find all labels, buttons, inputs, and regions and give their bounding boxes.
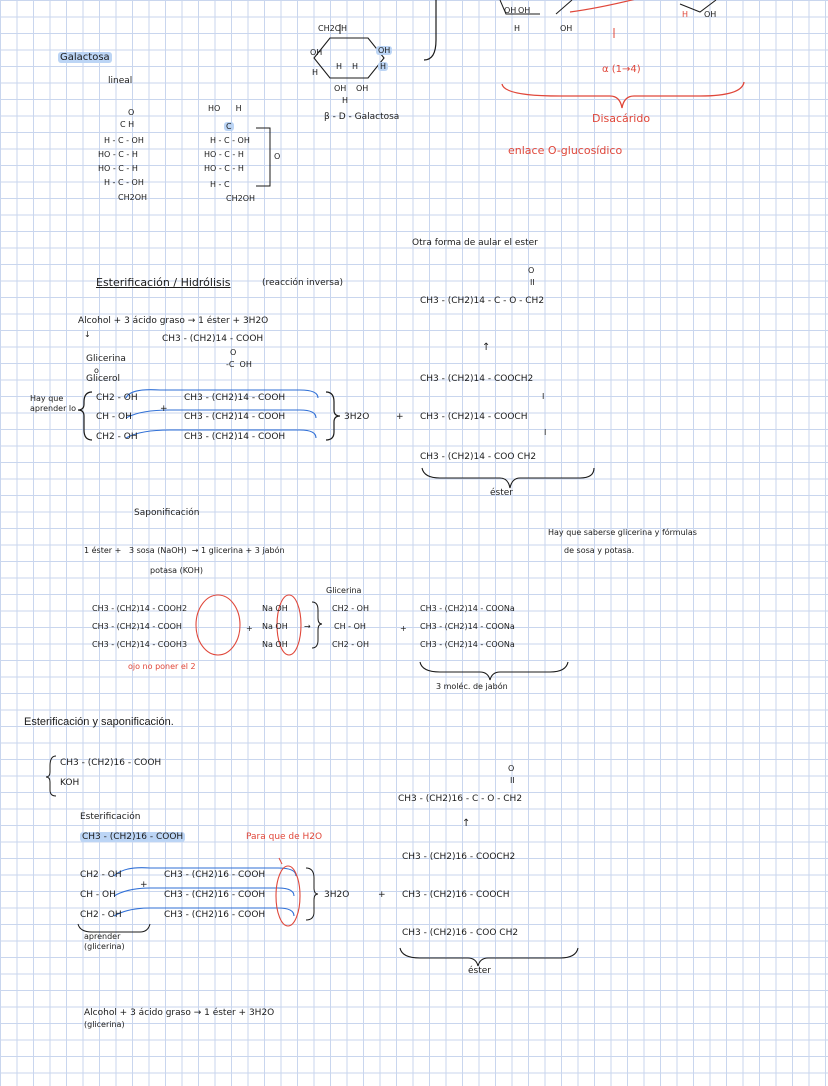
water-product: 3H2O xyxy=(324,890,350,900)
disaccharide-title: Disacárido xyxy=(592,112,651,125)
ring-label: H xyxy=(352,62,359,71)
warning-note: ojo no poner el 2 xyxy=(128,662,196,671)
ring-label: OH xyxy=(310,48,323,57)
ring-label: OH xyxy=(518,6,531,15)
ring-O: O xyxy=(274,152,281,161)
ring-label: H xyxy=(312,68,319,77)
fatty-acid: CH3 - (CH2)14 - COOH xyxy=(162,334,264,344)
carboxyl: -C OH xyxy=(226,360,252,369)
esterif-equation: Alcohol + 3 ácido graso → 1 éster + 3H2O xyxy=(78,316,269,326)
ring-label: H xyxy=(336,62,343,71)
reactant: KOH xyxy=(60,778,80,788)
up-arrow: ↑ xyxy=(482,342,491,353)
acid-row: CH3 - (CH2)16 - COOH xyxy=(164,870,266,880)
red-circle xyxy=(196,595,240,655)
ring-label: OH xyxy=(560,24,573,33)
soap-row: CH3 - (CH2)14 - COONa xyxy=(420,622,515,631)
potasa-label: potasa (KOH) xyxy=(150,566,203,575)
right-brace xyxy=(326,392,340,440)
red-circle xyxy=(276,866,300,926)
ring-fragment xyxy=(556,0,572,14)
formula-line: C H xyxy=(120,120,135,129)
ester-brace-label: éster xyxy=(468,966,491,976)
ester-brace xyxy=(422,468,594,488)
ring-label: H xyxy=(514,24,521,33)
saponif-title: Saponificación xyxy=(134,508,200,518)
bracket-line xyxy=(424,0,436,60)
formula-line: CH2OH xyxy=(226,194,256,203)
reaction-arrow: → xyxy=(304,622,311,631)
galactose-title: Galactosa xyxy=(60,52,110,63)
ester-tick: I xyxy=(542,392,545,401)
ring-label: OH xyxy=(356,84,369,93)
bond-name: enlace O-glucosídico xyxy=(508,144,623,157)
glycerol-row: CH - OH xyxy=(80,890,116,900)
ring-label: OH xyxy=(378,46,391,55)
formula-line: H - C - OH xyxy=(210,136,250,145)
ring-label: OH xyxy=(504,6,517,15)
ester-row: CH3 - (CH2)16 - COO CH2 xyxy=(402,928,519,938)
left-brace xyxy=(78,392,92,440)
ester-row: CH3 - (CH2)16 - COOCH2 xyxy=(402,852,516,862)
up-arrow: ↑ xyxy=(462,818,471,829)
water-product: 3H2O xyxy=(344,412,370,422)
sap-brace xyxy=(312,602,322,648)
learn-note: Hay que aprender lo xyxy=(30,394,77,413)
formula-line: O xyxy=(128,108,135,117)
glicerol-o: o xyxy=(94,366,99,375)
soap-row: CH3 - (CH2)14 - COONa xyxy=(420,604,515,613)
sap-ester-row: CH3 - (CH2)14 - COOH3 xyxy=(92,640,188,649)
formula-line: CH2OH xyxy=(118,193,148,202)
saponif-note: Hay que saberse glicerina y fórmulas xyxy=(548,528,697,537)
plus-sign: + xyxy=(246,624,253,633)
plus-sign: + xyxy=(378,890,386,900)
sap-glyc-row: CH - OH xyxy=(334,622,366,631)
formula-line: HO - C - H xyxy=(204,164,244,173)
glycerol-row: CH - OH xyxy=(96,412,132,422)
plus-sign: + xyxy=(160,404,168,414)
ester-row: CH3 - (CH2)14 - COOCH2 xyxy=(420,374,534,384)
ring-label: OH xyxy=(334,84,347,93)
ring-closure-line xyxy=(256,128,270,186)
sap-glyc-row: CH2 - OH xyxy=(332,640,369,649)
acid-highlight: CH3 - (CH2)16 - COOH xyxy=(82,832,184,842)
sap-glyc-row: CH2 - OH xyxy=(332,604,369,613)
ring-label: OH xyxy=(704,10,717,19)
ester-brace-label: éster xyxy=(490,488,513,498)
formula-line: H - C - OH xyxy=(104,136,144,145)
glicerina-paren: (glicerina) xyxy=(84,1020,125,1029)
ester-row: CH3 - (CH2)14 - COO CH2 xyxy=(420,452,537,462)
right-brace-2 xyxy=(306,868,318,920)
formula-line: HO - C - H xyxy=(204,150,244,159)
plus-sign: + xyxy=(140,880,148,890)
section-title: Esterificación y saponificación. xyxy=(24,716,174,728)
naoh-row: Na OH xyxy=(262,622,288,631)
final-equation: Alcohol + 3 ácido graso → 1 éster + 3H2O xyxy=(84,1008,275,1018)
red-arrow xyxy=(279,858,282,864)
sap-ester-row: CH3 - (CH2)14 - COOH xyxy=(92,622,182,631)
glycerol-row: CH2 - OH xyxy=(96,432,138,442)
reactant-brace xyxy=(46,756,56,796)
dbl-bond: II xyxy=(510,776,515,785)
ring-label: CH2OH xyxy=(318,24,348,33)
o-label: O xyxy=(528,266,535,275)
ester-formula: CH3 - (CH2)16 - C - O - CH2 xyxy=(398,794,523,804)
acid-row: CH3 - (CH2)16 - COOH xyxy=(164,910,266,920)
glicerina-label: Glicerina xyxy=(326,586,362,595)
acid-row: CH3 - (CH2)16 - COOH xyxy=(164,890,266,900)
dbl-bond: II xyxy=(530,278,535,287)
plus-sign: + xyxy=(400,624,407,633)
ester-brace-2 xyxy=(400,948,578,966)
aprender-brace xyxy=(78,924,150,932)
red-brace xyxy=(502,82,744,108)
glycerol-row: CH2 - OH xyxy=(96,393,138,403)
ester-alt-title: Otra forma de aular el ester xyxy=(412,238,538,248)
esterif-subtitle: (reacción inversa) xyxy=(262,278,344,288)
alpha-bond-label: α (1→4) xyxy=(602,64,641,75)
formula-line: H - C - OH xyxy=(104,178,144,187)
ester-formula: CH3 - (CH2)14 - C - O - CH2 xyxy=(420,296,545,306)
ring-label: H xyxy=(342,96,349,105)
acid-row: CH3 - (CH2)14 - COOH xyxy=(184,393,286,403)
arrow-down: ↓ xyxy=(84,330,91,339)
saponif-equation: 1 éster + 3 sosa (NaOH) → 1 glicerina + 3 jabón xyxy=(84,546,285,555)
acid-row: CH3 - (CH2)14 - COOH xyxy=(184,412,286,422)
formula-line: HO H xyxy=(208,104,242,113)
sap-ester-row: CH3 - (CH2)14 - COOH2 xyxy=(92,604,188,613)
beta-galactose-label: β - D - Galactosa xyxy=(324,112,400,122)
aprender-label: aprender xyxy=(84,932,121,941)
glicerol-label: Glicerol xyxy=(86,374,120,384)
soap-row: CH3 - (CH2)14 - COONa xyxy=(420,640,515,649)
saponif-note-2: de sosa y potasa. xyxy=(564,546,635,555)
plus-sign: + xyxy=(396,412,404,422)
ester-row: CH3 - (CH2)14 - COOCH xyxy=(420,412,528,422)
soap-label: 3 moléc. de jabón xyxy=(436,682,508,691)
formula-line: C xyxy=(226,122,232,131)
naoh-row: Na OH xyxy=(262,604,288,613)
ester-tick: I xyxy=(544,428,547,437)
glycerol-row: CH2 - OH xyxy=(80,870,122,880)
formula-line: HO - C - H xyxy=(98,164,138,173)
formula-line: H - C xyxy=(210,180,230,189)
formula-line: HO - C - H xyxy=(98,150,138,159)
glicerina-paren: (glicerina) xyxy=(84,942,125,951)
carboxyl-o: O xyxy=(230,348,237,357)
esterif-title: Esterificación / Hidrólisis xyxy=(96,276,231,289)
acid-row: CH3 - (CH2)14 - COOH xyxy=(184,432,286,442)
ring-label: H xyxy=(682,10,689,19)
soap-brace xyxy=(420,662,568,680)
glicerina-label: Glicerina xyxy=(86,354,126,364)
naoh-row: Na OH xyxy=(262,640,288,649)
galactose-ring xyxy=(314,38,384,78)
ester-row: CH3 - (CH2)16 - COOCH xyxy=(402,890,510,900)
red-bond-line xyxy=(570,0,640,12)
reactant: CH3 - (CH2)16 - COOH xyxy=(60,758,162,768)
glycerol-row: CH2 - OH xyxy=(80,910,122,920)
water-note: Para que de H2O xyxy=(246,832,323,842)
ring-label: H xyxy=(380,62,387,71)
esterif-label: Esterificación xyxy=(80,812,141,822)
linear-label: lineal xyxy=(108,76,133,86)
o-label: O xyxy=(508,764,515,773)
